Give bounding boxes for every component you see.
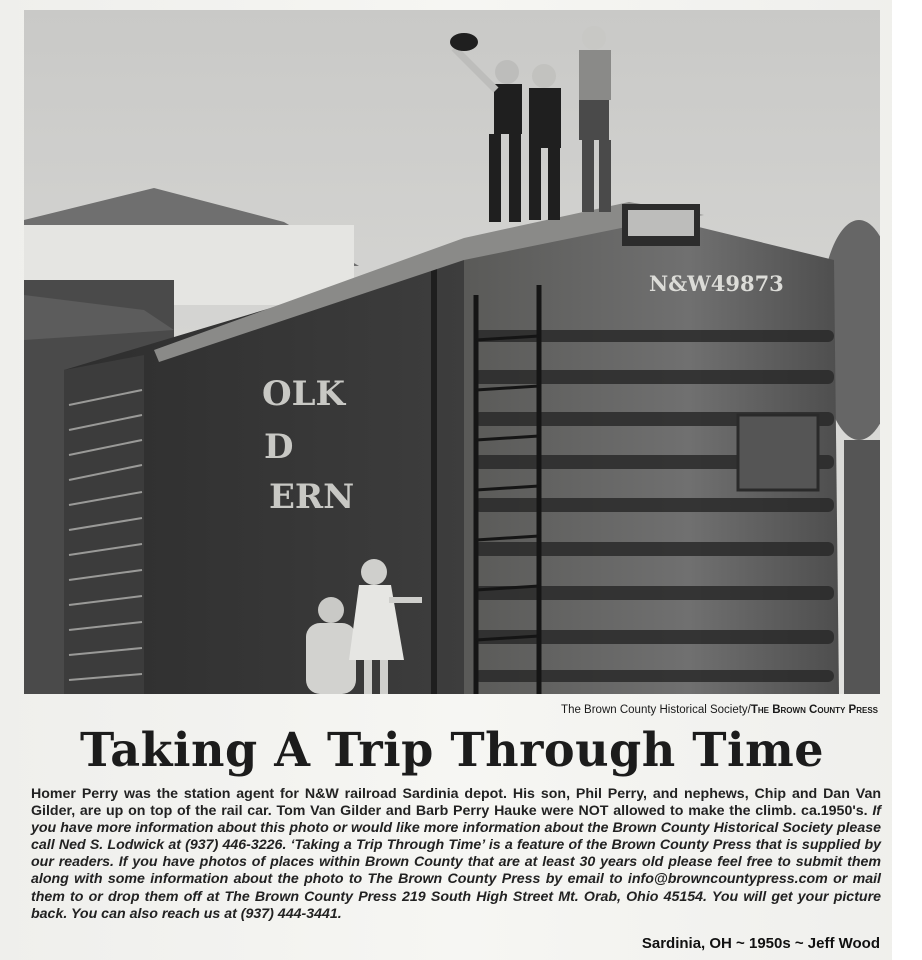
car-lettering-3: ERN bbox=[269, 477, 355, 517]
headline: Taking A Trip Through Time bbox=[79, 723, 825, 778]
car-lettering-1: OLK bbox=[262, 374, 346, 414]
byline: Sardinia, OH ~ 1950s ~ Jeff Wood bbox=[641, 935, 880, 952]
page-margin bbox=[892, 0, 922, 960]
car-number: N&W49873 bbox=[649, 271, 784, 296]
caption-info-text: If you have more information about this photo or would like more information about the Brown County Historical Society please call Ned S. Lodwick at (937) 446-3226. ‘Taking a Trip Through Time’ is a feature of the Brown County Press that is supplied by our readers. If you have photos of places within Brown County that are at least 30 years old please feel free to submit them along with some information about the photo to The Brown County Press by email to info@browncountypress.com or mail them to or drop them off at The Brown County Press 219 South High Street Mt. Orab, Ohio 45154. You will get your picture back. You can also reach us at (937) 444-3441. bbox=[31, 803, 881, 922]
caption bbox=[31, 786, 881, 923]
historical-photo-boxcar bbox=[24, 10, 880, 694]
credit-society: The Brown County Historical Society/ bbox=[561, 704, 751, 716]
caption-text: Homer Perry was the station agent for N&W railroad Sardinia depot. His son, Phil Perry, and nephews, Chip and Dan Van Gilder, are up on top of the rail car. Tom Van Gilder and Barb Perry Hauke were NOT allowed to make the climb. ca.1950's. bbox=[31, 786, 881, 820]
photo-credit bbox=[24, 704, 878, 716]
credit-paper: The Brown County Press bbox=[750, 704, 878, 716]
car-lettering-2: D bbox=[264, 427, 294, 467]
